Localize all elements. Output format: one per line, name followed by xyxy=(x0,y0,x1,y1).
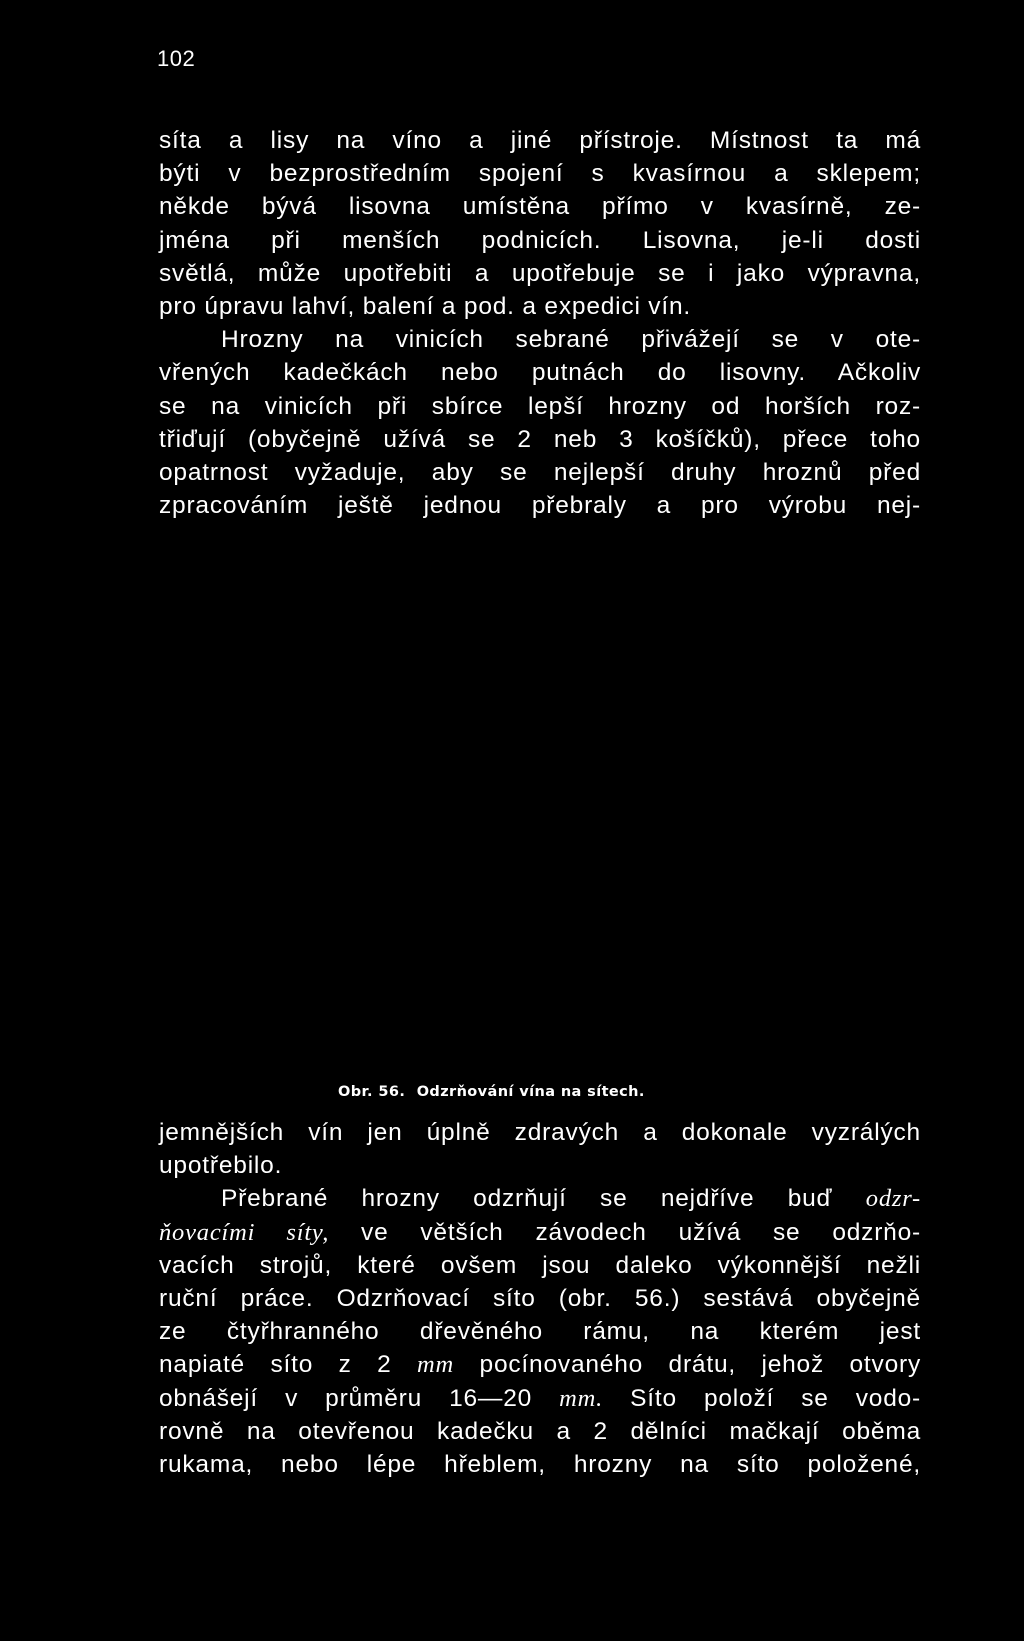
figure-caption-text: Odzrňování vína na sítech. xyxy=(416,1084,645,1100)
italic-term: odzr- xyxy=(865,1185,922,1213)
text-line: jména při menších podnicích. Lisovna, je-li dosti xyxy=(159,226,921,254)
text-line: se na vinicích při sbírce lepší hrozny od horších roz- xyxy=(159,392,921,420)
text-line: světlá, může upotřebiti a upotřebuje se i jako výpravna, xyxy=(159,259,921,287)
text-segment: Přebrané hrozny odzrňují se nejdříve buď xyxy=(221,1185,833,1213)
italic-term: ňovacími síty, xyxy=(159,1218,330,1246)
text-line: ruční práce. Odzrňovací síto (obr. 56.) sestává obyčejně xyxy=(159,1285,921,1313)
text-segment: ve větších závodech užívá se odzrňo- xyxy=(361,1218,921,1246)
text-segment: Síto položí se vodo- xyxy=(630,1384,922,1412)
text-line: Hrozny na vinicích sebrané přivážejí se v ote- xyxy=(221,326,921,354)
text-line: ze čtyřhranného dřevěného rámu, na kterém jest xyxy=(159,1318,921,1346)
text-line: zpracováním ještě jednou přebraly a pro výrobu nej- xyxy=(159,492,921,520)
text-line: upotřebilo. xyxy=(159,1152,283,1180)
text-line: síta a lisy na víno a jiné přístroje. Místnost ta má xyxy=(159,127,921,154)
figure-area xyxy=(159,528,921,1068)
figure-label: Obr. 56. xyxy=(338,1084,406,1100)
text-line: rovně na otevřenou kadečku a 2 dělníci mačkají oběma xyxy=(159,1417,921,1445)
text-line: vřených kadečkách nebo putnách do lisovny. Ačkoliv xyxy=(159,359,921,387)
text-line xyxy=(159,1216,921,1249)
paragraph-bottom xyxy=(159,1116,921,1481)
paragraph-top xyxy=(159,124,921,522)
italic-unit: mm xyxy=(417,1351,455,1379)
text-line xyxy=(159,1348,921,1381)
text-line: vacích strojů, které ovšem jsou daleko výkonnější nežli xyxy=(159,1251,921,1279)
text-segment: pocínovaného drátu, jehož otvory xyxy=(479,1351,922,1379)
text-line xyxy=(159,1182,921,1215)
text-line: rukama, nebo lépe hřeblem, hrozny na síto položené, xyxy=(159,1451,921,1479)
figure-caption xyxy=(338,1084,645,1100)
text-segment: napiaté síto z 2 xyxy=(159,1351,392,1379)
italic-unit: mm. xyxy=(559,1384,604,1412)
text-line xyxy=(159,1382,921,1415)
page-number: 102 xyxy=(157,46,196,71)
text-line: někde bývá lisovna umístěna přímo v kvasírně, ze- xyxy=(159,193,921,221)
text-line: třiďují (obyčejně užívá se 2 neb 3 košíčků), přece toho xyxy=(159,425,921,453)
text-line: býti v bezprostředním spojení s kvasírnou a sklepem; xyxy=(159,160,921,188)
text-line: opatrnost vyžaduje, aby se nejlepší druhy hroznů před xyxy=(159,459,921,487)
text-line: jemnějších vín jen úplně zdravých a dokonale vyzrálých xyxy=(159,1119,921,1146)
text-segment: obnášejí v průměru 16—20 xyxy=(159,1384,533,1412)
text-line: pro úpravu lahví, balení a pod. a expedici vín. xyxy=(159,293,692,321)
